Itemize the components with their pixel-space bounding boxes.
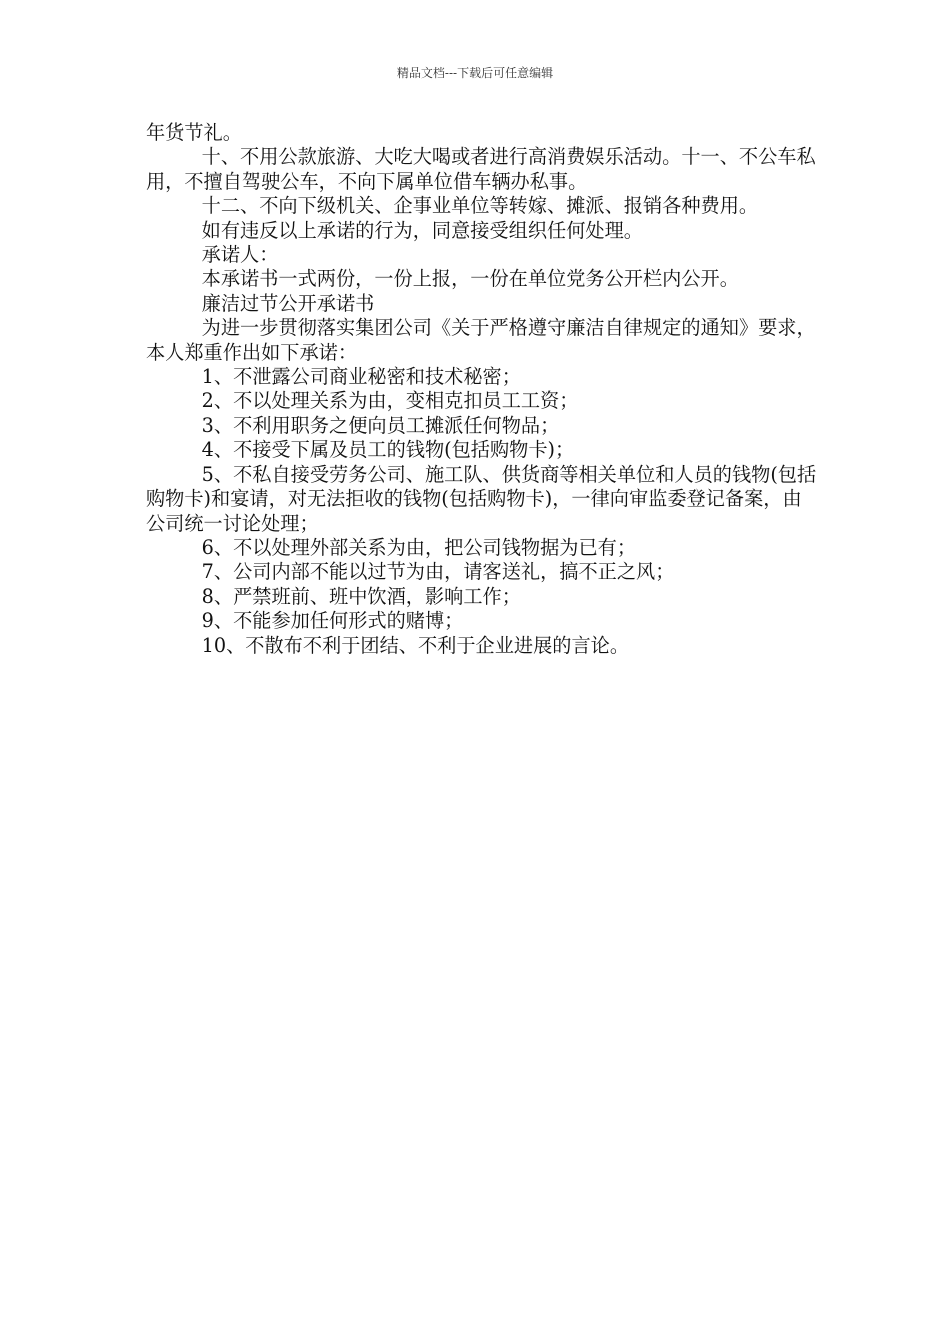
paragraph-signatory-label: 承诺人： xyxy=(201,243,279,267)
paragraph-continuation: 年货节礼。 xyxy=(146,121,242,144)
paragraph-copies-note: 本承诺书一式两份，一份上报，一份在单位党务公开栏内公开。 xyxy=(201,267,739,291)
paragraph-item-10-11: 十、不用公款旅游、大吃大喝或者进行高消费娱乐活动。十一、不公车私用，不擅自驾驶公车，不向下属单位借车辆办私事。 xyxy=(146,145,816,193)
paragraph-intro: 为进一步贯彻落实集团公司《关于严格遵守廉洁自律规定的通知》要求，本人郑重作出如下承诺： xyxy=(146,316,816,364)
list-item-3: 3、不利用职务之便向员工摊派任何物品； xyxy=(201,413,560,437)
list-item-4: 4、不接受下属及员工的钱物(包括购物卡)； xyxy=(201,438,575,462)
list-item-6: 6、不以处理外部关系为由，把公司钱物据为已有； xyxy=(201,535,637,559)
list-item-9: 9、不能参加任何形式的赌博； xyxy=(201,609,464,633)
list-item-1: 1、不泄露公司商业秘密和技术秘密； xyxy=(201,365,521,389)
list-item-7: 7、公司内部不能以过节为由，请客送礼，搞不正之风； xyxy=(201,560,675,584)
list-item-8: 8、严禁班前、班中饮酒，影响工作； xyxy=(201,584,521,608)
paragraph-item-12: 十二、不向下级机关、企事业单位等转嫁、摊派、报销各种费用。 xyxy=(201,194,759,218)
list-item-5: 5、不私自接受劳务公司、施工队、供货商等相关单位和人员的钱物(包括购物卡)和宴请，对无法拒收的钱物(包括购物卡)，一律向审监委登记备案，由公司统一讨论处理； xyxy=(146,462,817,535)
document-body xyxy=(146,121,818,658)
page-header: 精品文档---下载后可任意编辑 xyxy=(396,66,554,80)
paragraph-violation-clause: 如有违反以上承诺的行为，同意接受组织任何处理。 xyxy=(201,218,643,242)
section-title: 廉洁过节公开承诺书 xyxy=(201,291,375,315)
list-item-2: 2、不以处理关系为由，变相克扣员工工资； xyxy=(201,389,579,413)
list-item-10: 10、不散布不利于团结、不利于企业进展的言论。 xyxy=(201,633,630,657)
